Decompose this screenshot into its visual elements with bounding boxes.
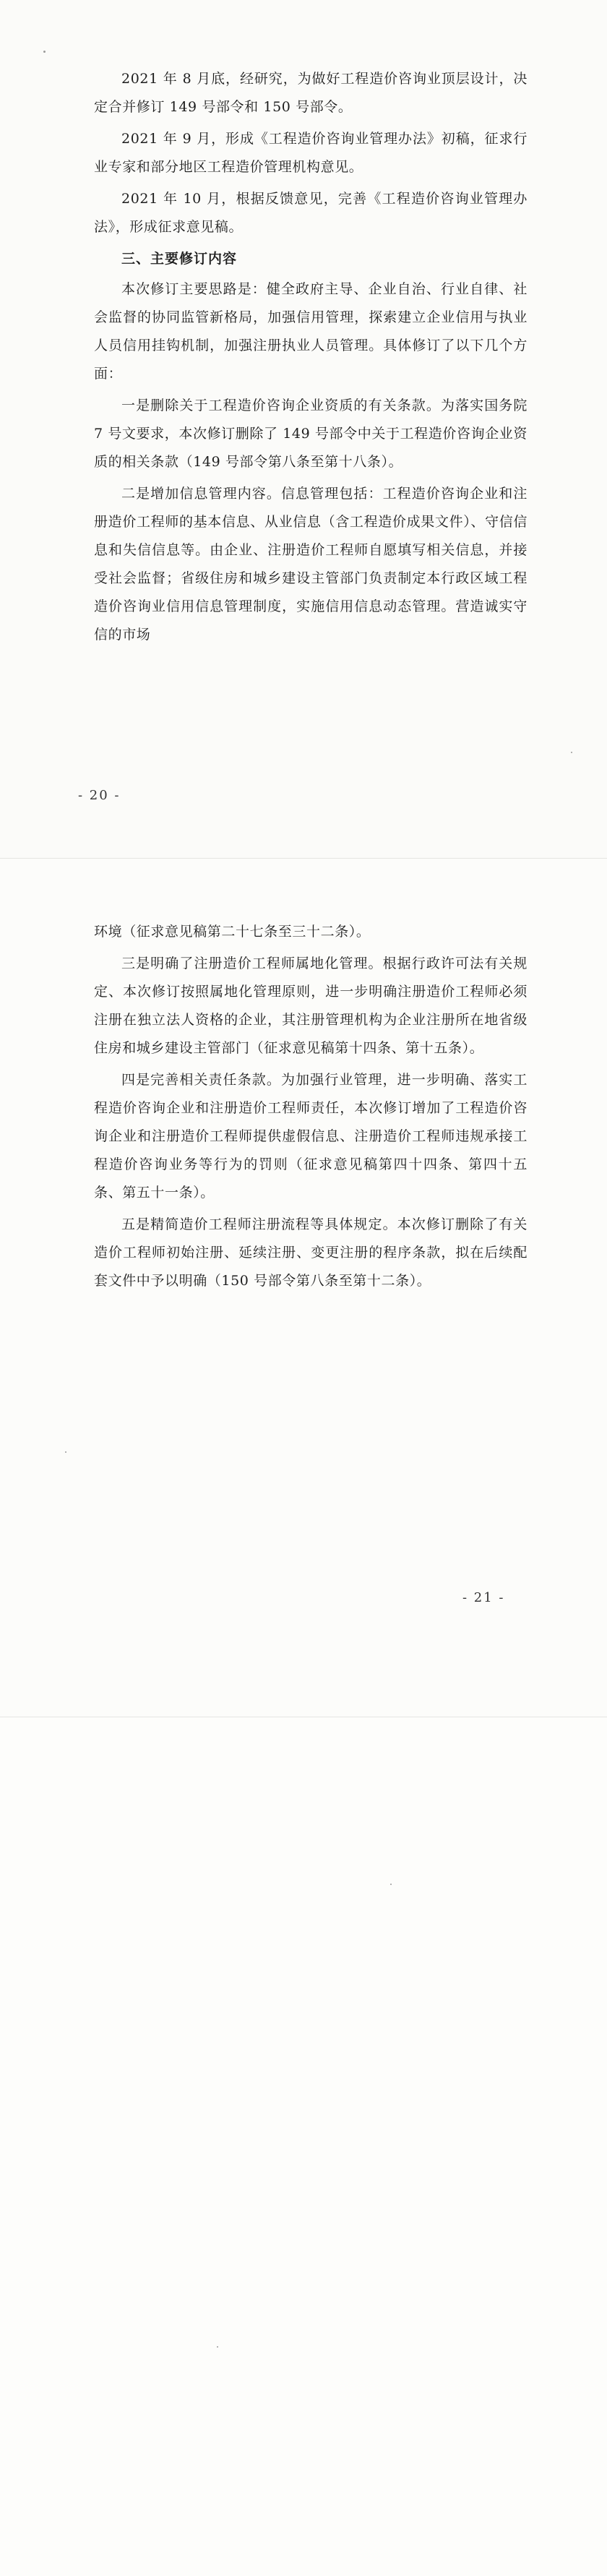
paragraph-point-four: 四是完善相关责任条款。为加强行业管理，进一步明确、落实工程造价咨询企业和注册造价工程师责任，本次修订增加了工程造价咨询企业和注册造价工程师提供虚假信息、注册造价工程师违规承接工程造价咨询业务等行为的罚则（征求意见稿第四十四条、第四十五条、第五十一条）。 [94,1072,528,1201]
document-page-20 [0,0,607,859]
paragraph-point-two: 二是增加信息管理内容。信息管理包括：工程造价咨询企业和注册造价工程师的基本信息、从业信息（含工程造价成果文件）、守信信息和失信信息等。由企业、注册造价工程师自愿填写相关信息，并接受社会监督；省级住房和城乡建设主管部门负责制定本行政区域工程造价咨询业信用信息管理制度，实施信用信息动态管理。营造诚实守信的市场 [94,486,528,643]
paragraph-schedule-october: 2021 年 10 月，根据反馈意见，完善《工程造价咨询业管理办法》，形成征求意见稿。 [94,191,528,235]
scan-speck [65,1451,66,1453]
paragraph-continuation: 环境（征求意见稿第二十七条至三十二条）。 [94,924,371,940]
scan-speck [571,752,572,753]
scan-speck [217,2346,218,2348]
paragraph-revision-approach: 本次修订主要思路是：健全政府主导、企业自治、行业自律、社会监督的协同监管新格局，加强信用管理，探索建立企业信用与执业人员信用挂钩机制，加强注册执业人员管理。具体修订了以下几个方面： [94,281,528,382]
page-20-body [94,65,528,653]
paragraph-schedule-september: 2021 年 9 月，形成《工程造价咨询业管理办法》初稿，征求行业专家和部分地区工程造价管理机构意见。 [94,131,528,175]
page-number: - 21 - [462,1590,505,1605]
document-page-21 [0,859,607,1717]
blank-page [0,1717,607,2576]
scan-speck [43,51,46,53]
section-heading: 三、主要修订内容 [121,251,238,267]
paragraph-point-three: 三是明确了注册造价工程师属地化管理。根据行政许可法有关规定、本次修订按照属地化管理原则，进一步明确注册造价工程师必须注册在独立法人资格的企业，其注册管理机构为企业注册所在地省级住房和城乡建设主管部门（征求意见稿第十四条、第十五条）。 [94,956,528,1056]
paragraph-point-five: 五是精简造价工程师注册流程等具体规定。本次修订删除了有关造价工程师初始注册、延续注册、变更注册的程序条款，拟在后续配套文件中予以明确（150 号部令第八条至第十二条）。 [94,1216,528,1289]
paragraph-point-one: 一是删除关于工程造价咨询企业资质的有关条款。为落实国务院 7 号文要求，本次修订删除了 149 号部令中关于工程造价咨询企业资质的相关条款（149 号部令第八条至第十八条）。 [94,398,528,470]
page-number: - 20 - [78,788,121,803]
page-21-body [94,918,528,1299]
paragraph-schedule-august: 2021 年 8 月底，经研究，为做好工程造价咨询业顶层设计，决定合并修订 149 号部令和 150 号部令。 [94,71,528,115]
scan-speck [390,1884,392,1885]
